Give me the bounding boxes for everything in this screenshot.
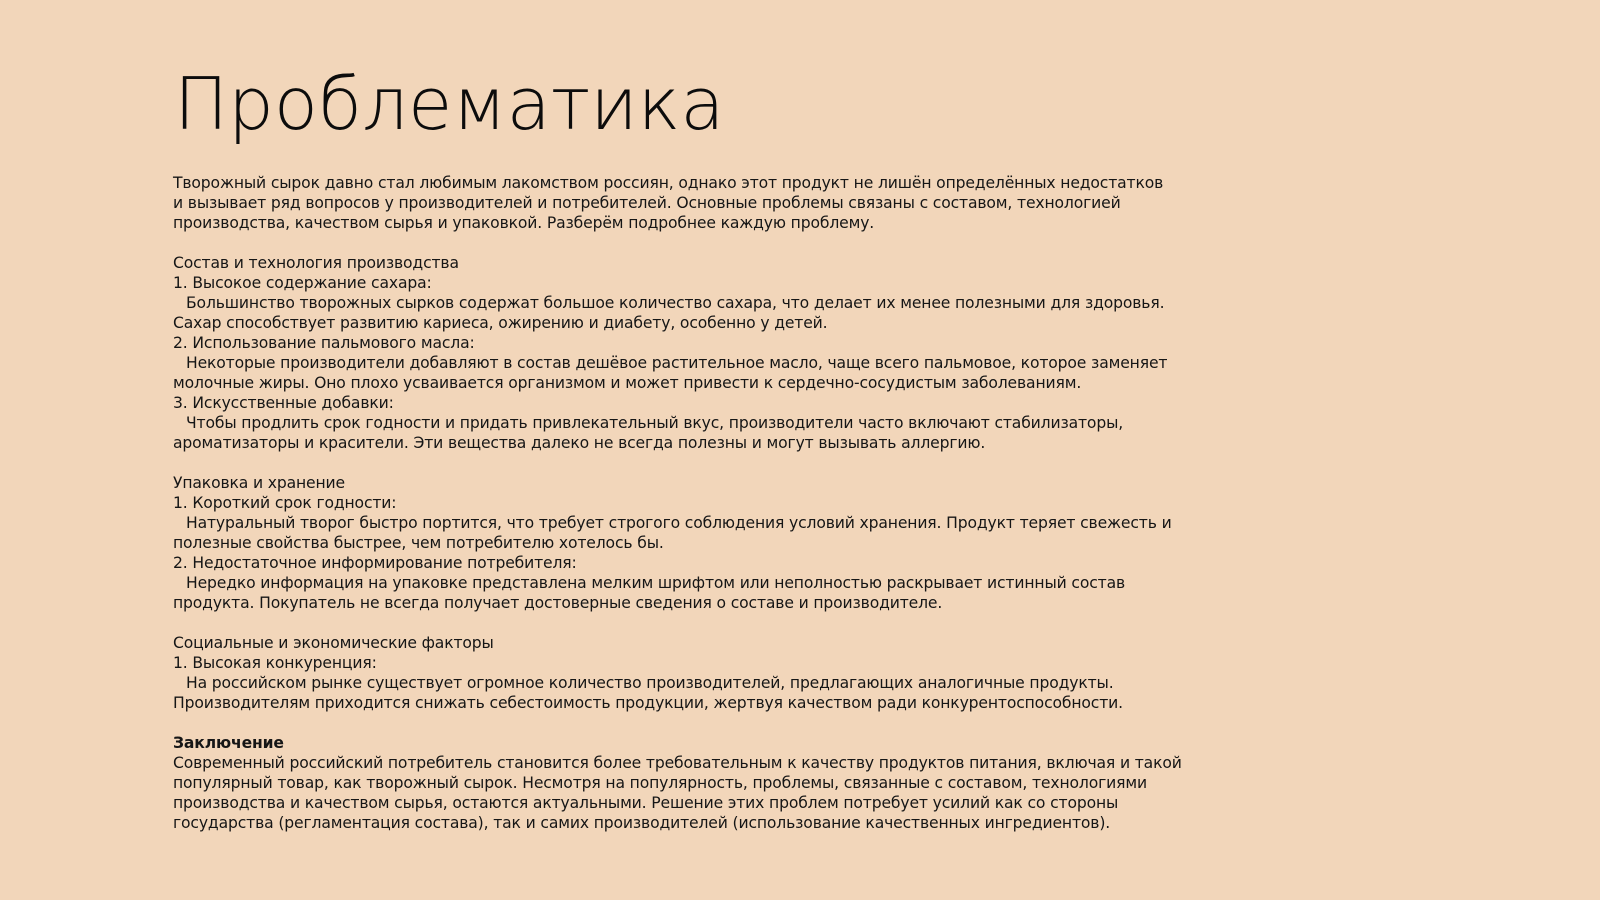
intro-line: производства, качеством сырья и упаковкой. Разберём подробнее каждую проблему. <box>173 214 875 232</box>
spacer <box>173 713 1253 733</box>
spacer <box>173 453 1253 473</box>
conclusion-text: популярный товар, как творожный сырок. Несмотря на популярность, проблемы, связанные с составом, технологиями <box>173 774 1147 792</box>
item-label: 1. Короткий срок годности: <box>173 494 397 512</box>
item-text: продукта. Покупатель не всегда получает достоверные сведения о составе и производителе. <box>173 594 943 612</box>
item-text: Нередко информация на упаковке представлена мелким шрифтом или неполностью раскрывает истинный состав <box>186 574 1126 592</box>
item-text: Чтобы продлить срок годности и придать привлекательный вкус, производители часто включают стабилизаторы, <box>186 414 1124 432</box>
item-label: 2. Использование пальмового масла: <box>173 334 475 352</box>
item-text: Некоторые производители добавляют в состав дешёвое растительное масло, чаще всего пальмовое, которое заменяет <box>186 354 1168 372</box>
item-text: Натуральный творог быстро портится, что требует строгого соблюдения условий хранения. Продукт теряет свежесть и <box>186 514 1172 532</box>
item-text: молочные жиры. Оно плохо усваивается организмом и может привести к сердечно-сосудистым заболеваниям. <box>173 374 1082 392</box>
section-social-economic <box>173 633 1253 713</box>
item-text: полезные свойства быстрее, чем потребителю хотелось бы. <box>173 534 664 552</box>
item-text: Производителям приходится снижать себестоимость продукции, жертвуя качеством ради конкурентоспособности. <box>173 694 1123 712</box>
section-heading: Состав и технология производства <box>173 254 459 272</box>
spacer <box>173 613 1253 633</box>
item-label: 3. Искусственные добавки: <box>173 394 394 412</box>
section-conclusion <box>173 733 1253 833</box>
section-heading: Социальные и экономические факторы <box>173 634 494 652</box>
spacer <box>173 233 1253 253</box>
item-text: На российском рынке существует огромное количество производителей, предлагающих аналогичные продукты. <box>186 674 1114 692</box>
item-label: 2. Недостаточное информирование потребителя: <box>173 554 577 572</box>
intro-line: и вызывает ряд вопросов у производителей и потребителей. Основные проблемы связаны с составом, технологией <box>173 194 1121 212</box>
intro-paragraph <box>173 173 1253 233</box>
item-label: 1. Высокое содержание сахара: <box>173 274 432 292</box>
intro-line: Творожный сырок давно стал любимым лакомством россиян, однако этот продукт не лишён определённых недостатков <box>173 174 1164 192</box>
conclusion-text: Современный российский потребитель становится более требовательным к качеству продуктов питания, включая и такой <box>173 754 1182 772</box>
section-composition <box>173 253 1253 453</box>
item-text: ароматизаторы и красители. Эти вещества далеко не всегда полезны и могут вызывать аллергию. <box>173 434 986 452</box>
item-label: 1. Высокая конкуренция: <box>173 654 377 672</box>
section-packaging <box>173 473 1253 613</box>
conclusion-text: производства и качеством сырья, остаются актуальными. Решение этих проблем потребует усилий как со стороны <box>173 794 1119 812</box>
item-text: Сахар способствует развитию кариеса, ожирению и диабету, особенно у детей. <box>173 314 828 332</box>
conclusion-heading: Заключение <box>173 734 284 752</box>
slide-body <box>173 173 1253 833</box>
slide-title: Проблематика <box>174 62 725 146</box>
section-heading: Упаковка и хранение <box>173 474 345 492</box>
conclusion-text: государства (регламентация состава), так и самих производителей (использование качественных ингредиентов). <box>173 814 1111 832</box>
item-text: Большинство творожных сырков содержат большое количество сахара, что делает их менее полезными для здоровья. <box>186 294 1165 312</box>
